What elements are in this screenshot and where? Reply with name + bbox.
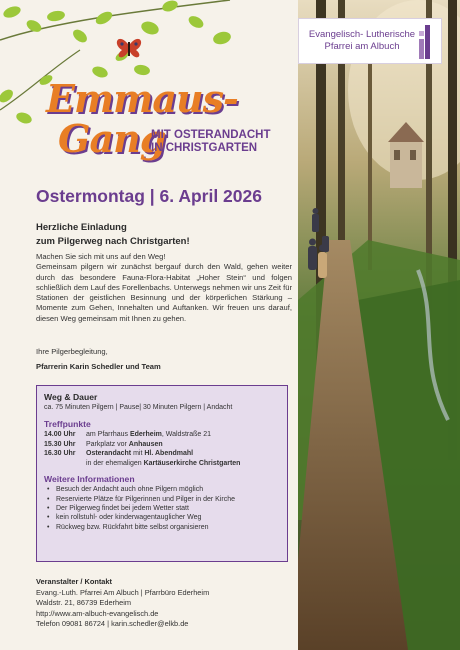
body-paragraph-1: Machen Sie sich mit uns auf den Weg! xyxy=(36,252,166,261)
meeting-place-text: am Pfarrhaus xyxy=(86,431,130,438)
meeting-place-bold: Ederheim xyxy=(129,431,162,438)
contact-line[interactable]: Telefon 09081 86724 | karin.schedler@elkb.de xyxy=(36,619,189,629)
logo-text xyxy=(307,29,417,53)
list-item: • kein rollstuhl- oder kinderwagentauglicher Weg xyxy=(44,513,280,522)
body-paragraph-2: Gemeinsam pilgern wir zunächst bergauf durch den Wald, gehen weiter durch das besondere Fauna-Flora-Habitat „Hoher Stein“ und folgen schließlich dem Lauf des Forellenbachs. Unterwegs nehmen wir uns Zeit für Stationen der geistlichen Besinnung und der körperlichen Stärkung – Momente zum Gehen, Innehalten und Auftanken. Wir freuen uns darauf, diesen Weg gemeinsam mit Ihnen zu gehen. xyxy=(36,262,292,323)
meeting-place-bold: Osterandacht xyxy=(86,450,132,458)
greeting: Ihre Pilgerbegleitung, xyxy=(36,347,108,356)
list-item: • Rückweg bzw. Rückfahrt bitte selbst organisieren xyxy=(44,523,280,532)
meeting-place-bold: Anhausen xyxy=(128,440,163,448)
meeting-place xyxy=(86,440,280,450)
subtitle xyxy=(151,129,270,155)
info-box xyxy=(36,385,288,562)
title-line-2: Gang xyxy=(58,116,166,161)
contact-line: Waldstr. 21, 86739 Ederheim xyxy=(36,598,132,608)
more-info-heading: Weitere Informationen xyxy=(44,474,135,485)
meeting-time: 14.00 Uhr xyxy=(44,431,76,438)
subtitle-line-2: IN CHRISTGARTEN xyxy=(151,142,258,154)
logo-line-2: Pfarrei am Albuch xyxy=(324,41,400,52)
list-item: • Besuch der Andacht auch ohne Pilgern möglich xyxy=(44,485,280,494)
meeting-place-text: Parkplatz vor xyxy=(86,440,129,448)
contact-heading: Veranstalter / Kontakt xyxy=(36,577,112,586)
meeting-place-bold: Kartäuserkirche Christgarten xyxy=(143,459,241,467)
cross-logo-icon xyxy=(419,25,433,59)
meeting-place-bold: Hl. Abendmahl xyxy=(144,450,194,458)
list-item: • Der Pilgerweg findet bei jedem Wetter statt xyxy=(44,504,280,513)
meeting-points-heading: Treffpunkte xyxy=(44,419,91,429)
invitation-line-1: Herzliche Einladung xyxy=(36,222,127,233)
forest-path-photo xyxy=(298,0,460,650)
invitation-line-2: zum Pilgerweg nach Christgarten! xyxy=(36,236,190,247)
contact-line: Evang.-Luth. Pfarrei Am Albuch | Pfarrbüro Ederheim xyxy=(36,587,210,597)
title-line-1: Emmaus- xyxy=(46,76,238,121)
list-item: • Reservierte Plätze für Pilgerinnen und Pilger in der Kirche xyxy=(44,495,280,504)
contact-block xyxy=(36,577,209,630)
meeting-place-text: in der ehemaligen xyxy=(86,459,144,467)
meeting-place-text: , Waldstraße 21 xyxy=(161,431,212,438)
meeting-point-row xyxy=(44,449,280,459)
meeting-place xyxy=(86,449,280,459)
meeting-point-row xyxy=(44,440,280,450)
meeting-place-text: mit xyxy=(131,450,145,458)
website-link[interactable]: http://www.am-albuch-evangelisch.de xyxy=(36,608,159,618)
parish-logo xyxy=(298,18,442,64)
subtitle-line-1: MIT OSTERANDACHT xyxy=(151,129,271,141)
logo-line-1: Evangelisch- Lutherische xyxy=(308,29,416,40)
body-text xyxy=(36,252,292,324)
meeting-point-row xyxy=(44,459,280,469)
signature: Pfarrerin Karin Schedler und Team xyxy=(36,362,161,371)
meeting-time: 15.30 Uhr xyxy=(44,440,76,448)
meeting-time: 16.30 Uhr xyxy=(44,450,76,458)
butterfly-icon xyxy=(117,39,141,57)
more-info-list xyxy=(44,485,280,531)
meeting-point-row xyxy=(44,430,280,440)
route-text: ca. 75 Minuten Pilgern | Pause| 30 Minuten Pilgern | Andacht xyxy=(44,404,233,411)
route-heading: Weg & Dauer xyxy=(44,392,98,402)
event-date: Ostermontag | 6. April 2026 xyxy=(36,186,262,206)
invitation-heading xyxy=(36,221,290,249)
meeting-place xyxy=(86,459,280,469)
meeting-place xyxy=(86,430,280,440)
